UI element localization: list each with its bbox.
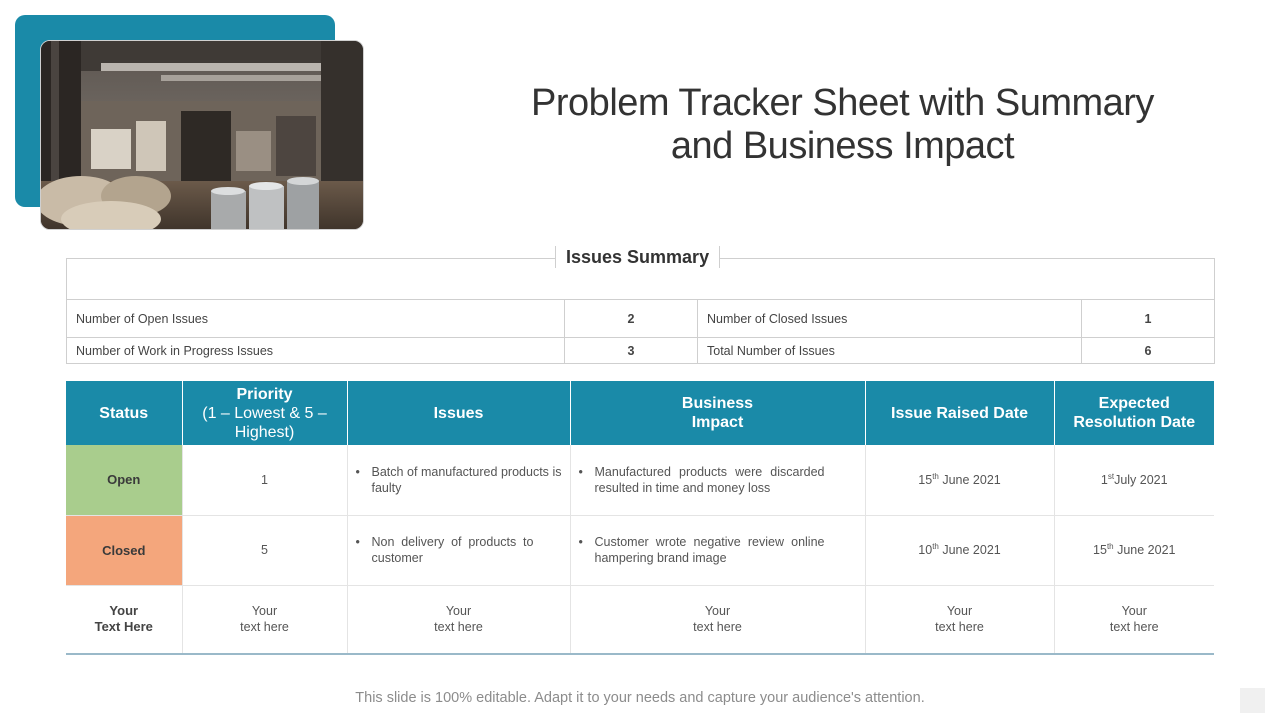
placeholder-line-2: text here <box>240 620 289 635</box>
placeholder-line-2: Text Here <box>94 619 153 635</box>
date-suffix: th <box>932 472 939 482</box>
table-row <box>66 445 1214 515</box>
bullet-icon: • <box>578 464 583 479</box>
table-row <box>66 515 1214 585</box>
summary-value: 3 <box>565 338 698 364</box>
placeholder-line-1: Your <box>251 604 278 619</box>
header-priority-sub-1: (1 – Lowest & 5 – <box>202 404 327 422</box>
summary-value: 1 <box>1082 300 1215 338</box>
header-resolution-line-2: Resolution Date <box>1073 414 1196 431</box>
header-impact-line-2: Impact <box>691 414 744 431</box>
date-suffix: th <box>932 542 939 552</box>
summary-label: Total Number of Issues <box>698 338 1082 364</box>
summary-value: 2 <box>565 300 698 338</box>
bullet-icon: • <box>578 535 583 549</box>
header-issues: Issues <box>347 381 570 445</box>
placeholder-line-2: text here <box>693 620 742 635</box>
status-cell-open: Open <box>66 445 182 515</box>
header-business-impact <box>570 381 865 445</box>
issue-cell <box>347 515 570 585</box>
header-impact-line-1: Business <box>681 395 754 412</box>
summary-label: Number of Work in Progress Issues <box>67 338 565 364</box>
date-day: 1 <box>1100 473 1108 488</box>
date-day: 15 <box>1093 543 1107 558</box>
date-rest: June 2021 <box>938 543 1001 558</box>
placeholder-cell <box>1054 585 1214 654</box>
impact-text: Customer wrote negative review online hampering brand image <box>594 535 825 565</box>
summary-table <box>66 299 1215 364</box>
header-priority-title: Priority <box>236 385 293 403</box>
placeholder-line-1: Your <box>1121 604 1147 619</box>
summary-value: 6 <box>1082 338 1215 364</box>
placeholder-line-2: text here <box>434 620 483 635</box>
date-suffix: th <box>1106 542 1114 552</box>
raised-date-cell <box>865 515 1054 585</box>
header-status: Status <box>66 381 182 445</box>
date-rest: July 2021 <box>1114 473 1168 488</box>
date-day: 10 <box>918 543 933 558</box>
corner-marker <box>1240 688 1265 713</box>
header-priority-sub-2: Highest) <box>234 423 295 441</box>
resolution-date-cell <box>1054 445 1214 515</box>
placeholder-cell <box>865 585 1054 654</box>
placeholder-line-1: Your <box>109 603 139 619</box>
placeholder-line-1: Your <box>445 604 472 619</box>
priority-cell: 1 <box>182 445 347 515</box>
summary-label: Number of Closed Issues <box>698 300 1082 338</box>
summary-row <box>67 338 1215 364</box>
header-resolution-line-1: Expected <box>1098 395 1170 412</box>
summary-label: Number of Open Issues <box>67 300 565 338</box>
tracker-table <box>66 381 1214 655</box>
summary-row <box>67 300 1215 338</box>
header-resolution-date <box>1054 381 1214 445</box>
table-header-row <box>66 381 1214 445</box>
bullet-icon: • <box>355 464 360 479</box>
bullet-icon: • <box>355 535 360 549</box>
raised-date-cell <box>865 445 1054 515</box>
summary-heading: Issues Summary <box>555 246 720 268</box>
date-rest: June 2021 <box>938 473 1001 488</box>
placeholder-cell <box>347 585 570 654</box>
placeholder-line-1: Your <box>704 604 731 619</box>
issue-text: Non delivery of products to customer <box>371 535 534 565</box>
placeholder-line-2: text here <box>1109 620 1159 635</box>
issue-text: Batch of manufactured products is faulty <box>371 464 562 495</box>
issues-summary-box <box>66 258 1215 364</box>
warehouse-photo <box>40 40 364 230</box>
placeholder-line-1: Your <box>946 604 973 619</box>
placeholder-cell <box>570 585 865 654</box>
resolution-date-cell <box>1054 515 1214 585</box>
placeholder-line-2: text here <box>935 620 984 635</box>
title-line-1: Problem Tracker Sheet with Summary <box>531 82 1154 124</box>
header-priority <box>182 381 347 445</box>
status-cell-placeholder <box>66 585 182 654</box>
date-suffix: st <box>1107 472 1115 482</box>
header-raised-date: Issue Raised Date <box>865 381 1054 445</box>
page-title <box>440 82 1245 168</box>
table-row-placeholder <box>66 585 1214 654</box>
title-line-2: and Business Impact <box>670 125 1015 167</box>
impact-text: Manufactured products were discarded resulted in time and money loss <box>594 464 825 495</box>
date-rest: June 2021 <box>1113 543 1176 558</box>
priority-cell: 5 <box>182 515 347 585</box>
impact-cell <box>570 515 865 585</box>
footer-note: This slide is 100% editable. Adapt it to your needs and capture your audience's attention. <box>355 690 925 706</box>
placeholder-cell <box>182 585 347 654</box>
impact-cell <box>570 445 865 515</box>
issue-cell <box>347 445 570 515</box>
date-day: 15 <box>918 473 933 488</box>
status-cell-closed: Closed <box>66 515 182 585</box>
